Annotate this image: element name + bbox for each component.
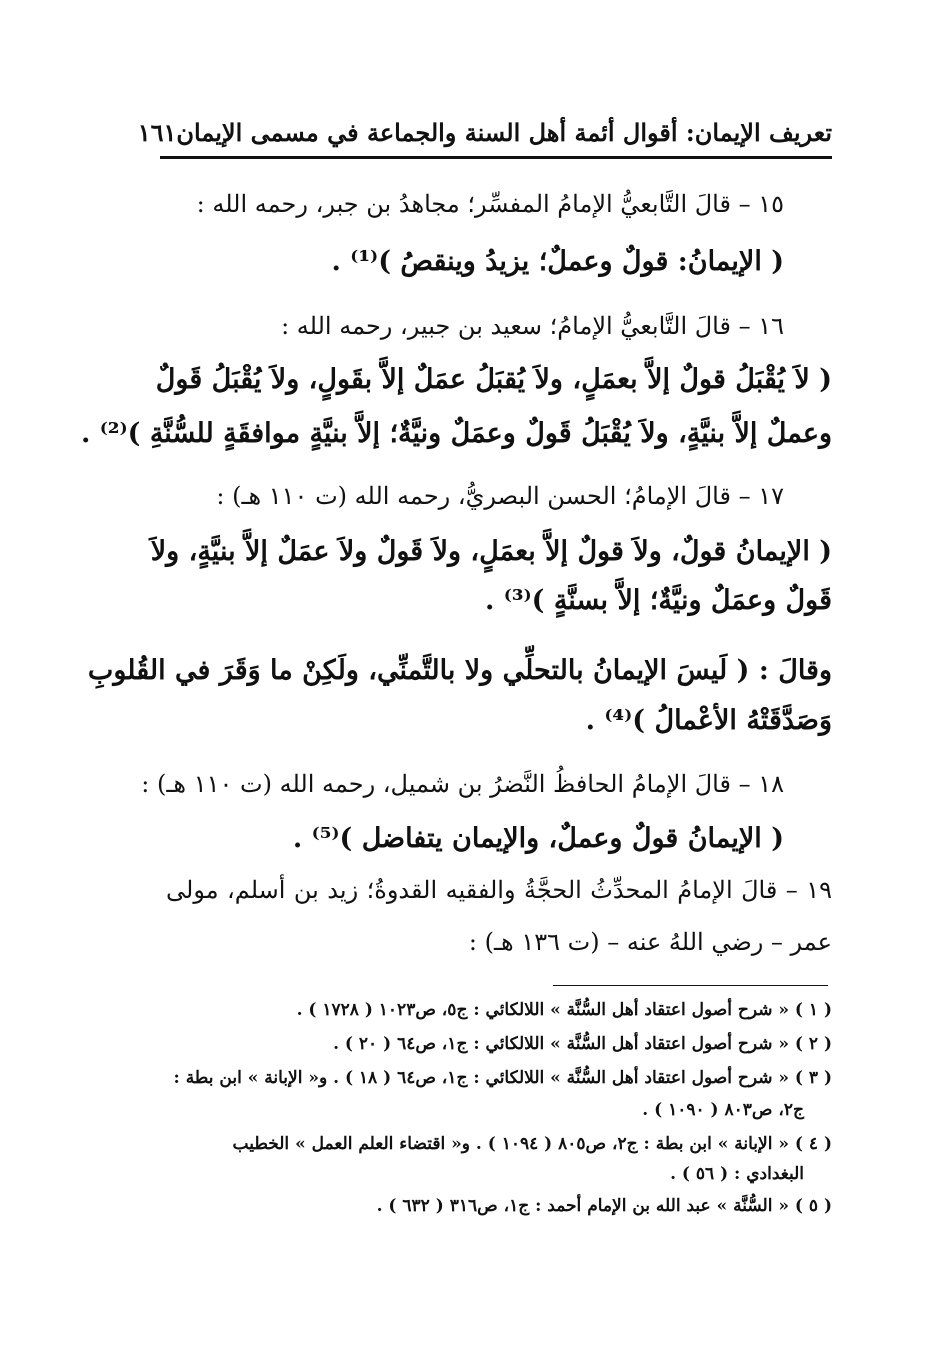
body-line: عمر – رضي اللهُ عنه – (ت ١٣٦ هـ) :: [468, 928, 832, 956]
footnote-continuation: البغدادي : ( ٥٦ ) .: [670, 1164, 804, 1184]
footnote: ( ٤ ) « الإبانة » ابن بطة : ج٢، ص٨٠٥ ( ١٠٩٤ ) . و« اقتضاء العلم العمل » الخطيب: [232, 1134, 832, 1154]
footnote: ( ١ ) « شرح أصول اعتقاد أهل السُّنَّة » اللالكائي : ج٥، ص١٠٢٣ ( ١٧٢٨ ) .: [296, 1000, 832, 1020]
footnote: ( ٢ ) « شرح أصول اعتقاد أهل السُّنَّة » اللالكائي : ج١، ص٦٤ ( ٢٠ ) .: [333, 1034, 832, 1054]
body-line: ١٦ – قالَ التَّابعيُّ الإمامُ؛ سعيد بن جبير، رحمه الله :: [281, 312, 784, 340]
footnote: ( ٣ ) « شرح أصول اعتقاد أهل السُّنَّة » اللالكائي : ج١، ص٦٤ ( ١٨ ) . و« الإبانة » ابن بطة :: [173, 1068, 832, 1088]
body-line: ( لاَ يُقْبَلُ قولٌ إلاَّ بعمَلٍ، ولاَ يُقبَلُ عمَلٌ إلاَّ بقَولٍ، ولاَ يُقْبَلُ قَولٌ: [155, 364, 832, 395]
body-line: ( الإيمانُ قولٌ، ولاَ قولٌ إلاَّ بعمَلٍ، ولاَ قَولٌ ولاَ عمَلٌ إلاَّ بنيَّةٍ، ولاَ: [150, 536, 832, 567]
body-line: وَصَدَّقَتْهُ الأعْمالُ )⁽⁴⁾ .: [585, 705, 832, 736]
body-line: ١٩ – قالَ الإمامُ المحدِّثُ الحجَّةُ والفقيه القدوةُ؛ زيد بن أسلم، مولى: [166, 876, 832, 904]
body-line: وعملٌ إلاَّ بنيَّةٍ، ولاَ يُقْبَلُ قَولٌ وعمَلٌ ونيَّةٌ؛ إلاَّ بنيَّةٍ موافقَةٍ للسُّنَّةِ )⁽²⁾ .: [80, 418, 832, 449]
header-title: تعريف الإيمان: أقوال أئمة أهل السنة والجماعة في مسمى الإيمان: [176, 118, 832, 147]
body-line: ( الإيمانُ: قولٌ وعملٌ؛ يزيدُ وينقصُ )⁽¹⁾ .: [331, 246, 784, 277]
body-line: ١٧ – قالَ الإمامُ؛ الحسن البصريُّ، رحمه الله (ت ١١٠ هـ) :: [216, 482, 784, 510]
body-line: وقالَ : ( لَيسَ الإيمانُ بالتحلِّي ولا بالتَّمنِّي، ولَكِنْ ما وَقَرَ في القُلوبِ: [87, 655, 832, 686]
body-line: ١٨ – قالَ الإمامُ الحافظُ النَّضرُ بن شميل، رحمه الله (ت ١١٠ هـ) :: [141, 770, 784, 798]
body-line: ( الإيمانُ قولٌ وعملٌ، والإيمان يتفاضل )⁽⁵⁾ .: [292, 823, 784, 854]
body-line: قَولٌ وعمَلٌ ونيَّةٌ؛ إلاَّ بسنَّةٍ )⁽³⁾ .: [484, 585, 832, 616]
footnote-continuation: ج٢، ص٨٠٣ ( ١٠٩٠ ) .: [642, 1100, 804, 1120]
footnote: ( ٥ ) « السُّنَّة » عبد الله بن الإمام أحمد : ج١، ص٣١٦ ( ٦٣٢ ) .: [376, 1196, 832, 1216]
running-header: [137, 118, 832, 147]
body-line: ١٥ – قالَ التَّابعيُّ الإمامُ المفسِّر؛ مجاهدُ بن جبر، رحمه الله :: [196, 190, 784, 218]
page-number: ١٦١: [137, 118, 177, 147]
header-rule: [160, 156, 832, 159]
footnote-rule: [553, 985, 828, 986]
